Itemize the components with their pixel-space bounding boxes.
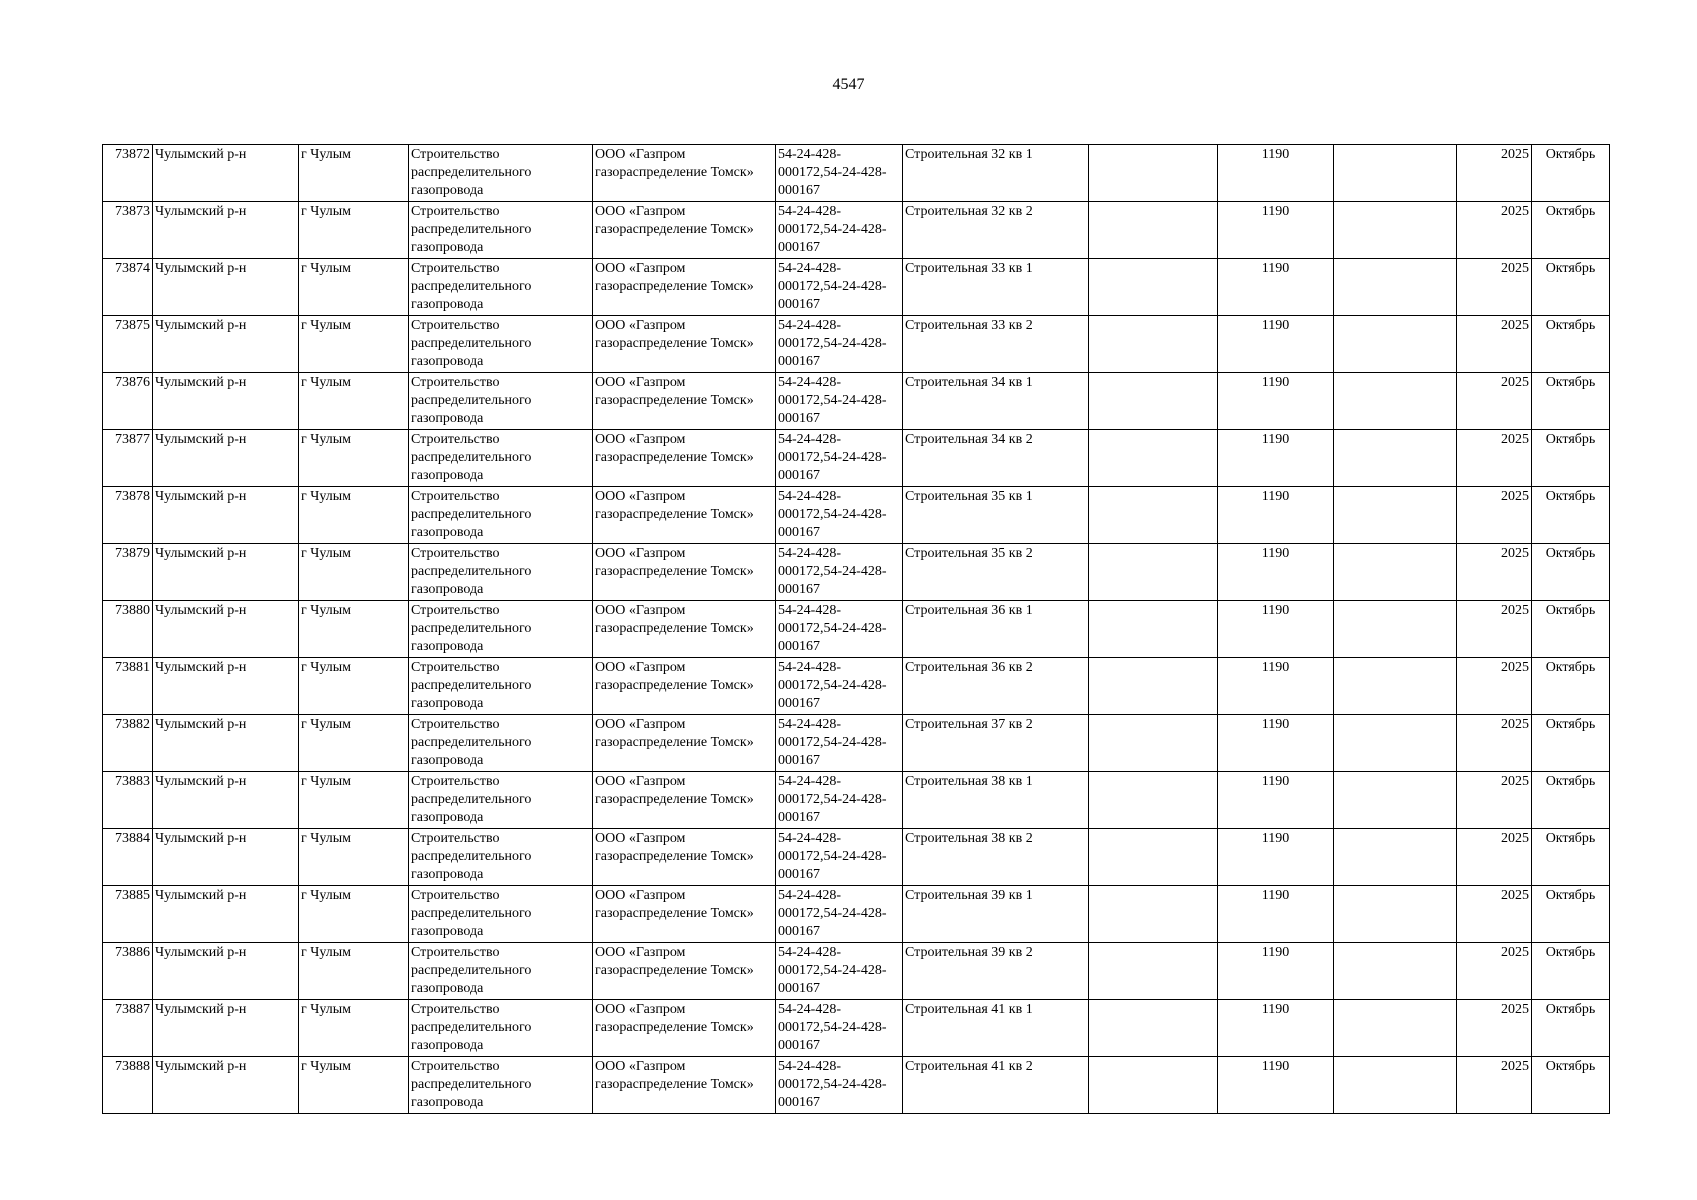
table-row bbox=[103, 316, 1610, 373]
empty-cell bbox=[1334, 373, 1457, 430]
cadastral-number-cell: 54-24-428-000172,54-24-428-000167 bbox=[776, 829, 903, 886]
locality-cell: г Чулым bbox=[299, 829, 409, 886]
district-cell: Чулымский р-н bbox=[153, 487, 299, 544]
work-type-cell: Строительство распределительного газопровода bbox=[409, 601, 593, 658]
registry-body bbox=[103, 145, 1610, 1114]
cadastral-number-cell: 54-24-428-000172,54-24-428-000167 bbox=[776, 373, 903, 430]
record-number-cell: 73883 bbox=[103, 772, 153, 829]
table-row bbox=[103, 1057, 1610, 1114]
page-number: 4547 bbox=[832, 76, 865, 93]
value-cell: 1190 bbox=[1218, 259, 1334, 316]
empty-cell bbox=[1089, 943, 1218, 1000]
address-cell: Строительная 33 кв 1 bbox=[903, 259, 1089, 316]
organization-cell: ООО «Газпром газораспределение Томск» bbox=[593, 1057, 776, 1114]
cadastral-number-cell: 54-24-428-000172,54-24-428-000167 bbox=[776, 430, 903, 487]
record-number-cell: 73888 bbox=[103, 1057, 153, 1114]
empty-cell bbox=[1334, 1000, 1457, 1057]
address-cell: Строительная 36 кв 1 bbox=[903, 601, 1089, 658]
record-number-cell: 73878 bbox=[103, 487, 153, 544]
district-cell: Чулымский р-н bbox=[153, 715, 299, 772]
month-cell: Октябрь bbox=[1532, 715, 1610, 772]
month-cell: Октябрь bbox=[1532, 259, 1610, 316]
month-cell: Октябрь bbox=[1532, 373, 1610, 430]
address-cell: Строительная 41 кв 1 bbox=[903, 1000, 1089, 1057]
empty-cell bbox=[1334, 829, 1457, 886]
table-row bbox=[103, 658, 1610, 715]
year-cell: 2025 bbox=[1457, 202, 1532, 259]
table-row bbox=[103, 145, 1610, 202]
district-cell: Чулымский р-н bbox=[153, 943, 299, 1000]
empty-cell bbox=[1334, 601, 1457, 658]
table-row bbox=[103, 772, 1610, 829]
address-cell: Строительная 33 кв 2 bbox=[903, 316, 1089, 373]
work-type-cell: Строительство распределительного газопровода bbox=[409, 316, 593, 373]
value-cell: 1190 bbox=[1218, 658, 1334, 715]
cadastral-number-cell: 54-24-428-000172,54-24-428-000167 bbox=[776, 601, 903, 658]
value-cell: 1190 bbox=[1218, 373, 1334, 430]
cadastral-number-cell: 54-24-428-000172,54-24-428-000167 bbox=[776, 145, 903, 202]
record-number-cell: 73873 bbox=[103, 202, 153, 259]
district-cell: Чулымский р-н bbox=[153, 658, 299, 715]
empty-cell bbox=[1334, 430, 1457, 487]
value-cell: 1190 bbox=[1218, 487, 1334, 544]
district-cell: Чулымский р-н bbox=[153, 259, 299, 316]
table-row bbox=[103, 544, 1610, 601]
district-cell: Чулымский р-н bbox=[153, 772, 299, 829]
district-cell: Чулымский р-н bbox=[153, 145, 299, 202]
address-cell: Строительная 32 кв 1 bbox=[903, 145, 1089, 202]
district-cell: Чулымский р-н bbox=[153, 430, 299, 487]
record-number-cell: 73886 bbox=[103, 943, 153, 1000]
locality-cell: г Чулым bbox=[299, 943, 409, 1000]
work-type-cell: Строительство распределительного газопровода bbox=[409, 658, 593, 715]
cadastral-number-cell: 54-24-428-000172,54-24-428-000167 bbox=[776, 202, 903, 259]
locality-cell: г Чулым bbox=[299, 715, 409, 772]
address-cell: Строительная 34 кв 2 bbox=[903, 430, 1089, 487]
month-cell: Октябрь bbox=[1532, 1000, 1610, 1057]
empty-cell bbox=[1089, 544, 1218, 601]
organization-cell: ООО «Газпром газораспределение Томск» bbox=[593, 316, 776, 373]
cadastral-number-cell: 54-24-428-000172,54-24-428-000167 bbox=[776, 658, 903, 715]
empty-cell bbox=[1334, 772, 1457, 829]
registry-table bbox=[102, 144, 1610, 1114]
locality-cell: г Чулым bbox=[299, 430, 409, 487]
year-cell: 2025 bbox=[1457, 715, 1532, 772]
cadastral-number-cell: 54-24-428-000172,54-24-428-000167 bbox=[776, 772, 903, 829]
year-cell: 2025 bbox=[1457, 886, 1532, 943]
organization-cell: ООО «Газпром газораспределение Томск» bbox=[593, 145, 776, 202]
value-cell: 1190 bbox=[1218, 943, 1334, 1000]
organization-cell: ООО «Газпром газораспределение Томск» bbox=[593, 658, 776, 715]
address-cell: Строительная 39 кв 1 bbox=[903, 886, 1089, 943]
district-cell: Чулымский р-н bbox=[153, 886, 299, 943]
empty-cell bbox=[1089, 601, 1218, 658]
work-type-cell: Строительство распределительного газопровода bbox=[409, 1000, 593, 1057]
value-cell: 1190 bbox=[1218, 145, 1334, 202]
year-cell: 2025 bbox=[1457, 601, 1532, 658]
empty-cell bbox=[1334, 202, 1457, 259]
value-cell: 1190 bbox=[1218, 1057, 1334, 1114]
value-cell: 1190 bbox=[1218, 544, 1334, 601]
organization-cell: ООО «Газпром газораспределение Томск» bbox=[593, 259, 776, 316]
record-number-cell: 73876 bbox=[103, 373, 153, 430]
cadastral-number-cell: 54-24-428-000172,54-24-428-000167 bbox=[776, 316, 903, 373]
year-cell: 2025 bbox=[1457, 772, 1532, 829]
month-cell: Октябрь bbox=[1532, 430, 1610, 487]
district-cell: Чулымский р-н bbox=[153, 1057, 299, 1114]
cadastral-number-cell: 54-24-428-000172,54-24-428-000167 bbox=[776, 715, 903, 772]
table-row bbox=[103, 202, 1610, 259]
work-type-cell: Строительство распределительного газопровода bbox=[409, 715, 593, 772]
table-row bbox=[103, 259, 1610, 316]
organization-cell: ООО «Газпром газораспределение Томск» bbox=[593, 715, 776, 772]
locality-cell: г Чулым bbox=[299, 202, 409, 259]
empty-cell bbox=[1089, 373, 1218, 430]
year-cell: 2025 bbox=[1457, 829, 1532, 886]
value-cell: 1190 bbox=[1218, 715, 1334, 772]
year-cell: 2025 bbox=[1457, 658, 1532, 715]
address-cell: Строительная 35 кв 2 bbox=[903, 544, 1089, 601]
month-cell: Октябрь bbox=[1532, 829, 1610, 886]
locality-cell: г Чулым bbox=[299, 259, 409, 316]
locality-cell: г Чулым bbox=[299, 1057, 409, 1114]
organization-cell: ООО «Газпром газораспределение Томск» bbox=[593, 544, 776, 601]
address-cell: Строительная 37 кв 2 bbox=[903, 715, 1089, 772]
organization-cell: ООО «Газпром газораспределение Томск» bbox=[593, 886, 776, 943]
month-cell: Октябрь bbox=[1532, 772, 1610, 829]
empty-cell bbox=[1089, 487, 1218, 544]
year-cell: 2025 bbox=[1457, 430, 1532, 487]
month-cell: Октябрь bbox=[1532, 487, 1610, 544]
work-type-cell: Строительство распределительного газопровода bbox=[409, 943, 593, 1000]
address-cell: Строительная 34 кв 1 bbox=[903, 373, 1089, 430]
empty-cell bbox=[1089, 886, 1218, 943]
cadastral-number-cell: 54-24-428-000172,54-24-428-000167 bbox=[776, 943, 903, 1000]
work-type-cell: Строительство распределительного газопровода bbox=[409, 544, 593, 601]
district-cell: Чулымский р-н bbox=[153, 316, 299, 373]
record-number-cell: 73879 bbox=[103, 544, 153, 601]
empty-cell bbox=[1089, 259, 1218, 316]
district-cell: Чулымский р-н bbox=[153, 601, 299, 658]
empty-cell bbox=[1089, 1057, 1218, 1114]
organization-cell: ООО «Газпром газораспределение Томск» bbox=[593, 601, 776, 658]
record-number-cell: 73881 bbox=[103, 658, 153, 715]
empty-cell bbox=[1089, 1000, 1218, 1057]
month-cell: Октябрь bbox=[1532, 601, 1610, 658]
empty-cell bbox=[1334, 544, 1457, 601]
work-type-cell: Строительство распределительного газопровода bbox=[409, 829, 593, 886]
work-type-cell: Строительство распределительного газопровода bbox=[409, 772, 593, 829]
table-row bbox=[103, 829, 1610, 886]
work-type-cell: Строительство распределительного газопровода bbox=[409, 487, 593, 544]
empty-cell bbox=[1089, 145, 1218, 202]
empty-cell bbox=[1089, 715, 1218, 772]
record-number-cell: 73887 bbox=[103, 1000, 153, 1057]
month-cell: Октябрь bbox=[1532, 886, 1610, 943]
locality-cell: г Чулым bbox=[299, 544, 409, 601]
district-cell: Чулымский р-н bbox=[153, 373, 299, 430]
locality-cell: г Чулым bbox=[299, 601, 409, 658]
year-cell: 2025 bbox=[1457, 943, 1532, 1000]
year-cell: 2025 bbox=[1457, 487, 1532, 544]
address-cell: Строительная 36 кв 2 bbox=[903, 658, 1089, 715]
value-cell: 1190 bbox=[1218, 829, 1334, 886]
year-cell: 2025 bbox=[1457, 544, 1532, 601]
month-cell: Октябрь bbox=[1532, 658, 1610, 715]
empty-cell bbox=[1089, 829, 1218, 886]
month-cell: Октябрь bbox=[1532, 202, 1610, 259]
table-row bbox=[103, 886, 1610, 943]
value-cell: 1190 bbox=[1218, 772, 1334, 829]
organization-cell: ООО «Газпром газораспределение Томск» bbox=[593, 1000, 776, 1057]
record-number-cell: 73882 bbox=[103, 715, 153, 772]
locality-cell: г Чулым bbox=[299, 886, 409, 943]
address-cell: Строительная 41 кв 2 bbox=[903, 1057, 1089, 1114]
table-row bbox=[103, 1000, 1610, 1057]
record-number-cell: 73880 bbox=[103, 601, 153, 658]
value-cell: 1190 bbox=[1218, 601, 1334, 658]
work-type-cell: Строительство распределительного газопровода bbox=[409, 145, 593, 202]
organization-cell: ООО «Газпром газораспределение Томск» bbox=[593, 487, 776, 544]
value-cell: 1190 bbox=[1218, 430, 1334, 487]
organization-cell: ООО «Газпром газораспределение Томск» bbox=[593, 202, 776, 259]
empty-cell bbox=[1089, 202, 1218, 259]
table-row bbox=[103, 430, 1610, 487]
address-cell: Строительная 38 кв 2 bbox=[903, 829, 1089, 886]
month-cell: Октябрь bbox=[1532, 943, 1610, 1000]
empty-cell bbox=[1334, 943, 1457, 1000]
district-cell: Чулымский р-н bbox=[153, 829, 299, 886]
organization-cell: ООО «Газпром газораспределение Томск» bbox=[593, 373, 776, 430]
empty-cell bbox=[1334, 715, 1457, 772]
empty-cell bbox=[1334, 145, 1457, 202]
table-row bbox=[103, 601, 1610, 658]
locality-cell: г Чулым bbox=[299, 316, 409, 373]
table-row bbox=[103, 943, 1610, 1000]
empty-cell bbox=[1334, 886, 1457, 943]
record-number-cell: 73885 bbox=[103, 886, 153, 943]
address-cell: Строительная 39 кв 2 bbox=[903, 943, 1089, 1000]
cadastral-number-cell: 54-24-428-000172,54-24-428-000167 bbox=[776, 1057, 903, 1114]
locality-cell: г Чулым bbox=[299, 145, 409, 202]
year-cell: 2025 bbox=[1457, 1000, 1532, 1057]
organization-cell: ООО «Газпром газораспределение Томск» bbox=[593, 829, 776, 886]
record-number-cell: 73875 bbox=[103, 316, 153, 373]
district-cell: Чулымский р-н bbox=[153, 202, 299, 259]
cadastral-number-cell: 54-24-428-000172,54-24-428-000167 bbox=[776, 544, 903, 601]
value-cell: 1190 bbox=[1218, 202, 1334, 259]
district-cell: Чулымский р-н bbox=[153, 544, 299, 601]
locality-cell: г Чулым bbox=[299, 373, 409, 430]
locality-cell: г Чулым bbox=[299, 658, 409, 715]
table-row bbox=[103, 373, 1610, 430]
organization-cell: ООО «Газпром газораспределение Томск» bbox=[593, 943, 776, 1000]
table-row bbox=[103, 715, 1610, 772]
work-type-cell: Строительство распределительного газопровода bbox=[409, 373, 593, 430]
cadastral-number-cell: 54-24-428-000172,54-24-428-000167 bbox=[776, 487, 903, 544]
month-cell: Октябрь bbox=[1532, 316, 1610, 373]
month-cell: Октябрь bbox=[1532, 1057, 1610, 1114]
month-cell: Октябрь bbox=[1532, 145, 1610, 202]
record-number-cell: 73874 bbox=[103, 259, 153, 316]
year-cell: 2025 bbox=[1457, 145, 1532, 202]
empty-cell bbox=[1089, 430, 1218, 487]
address-cell: Строительная 35 кв 1 bbox=[903, 487, 1089, 544]
cadastral-number-cell: 54-24-428-000172,54-24-428-000167 bbox=[776, 886, 903, 943]
empty-cell bbox=[1334, 259, 1457, 316]
year-cell: 2025 bbox=[1457, 373, 1532, 430]
year-cell: 2025 bbox=[1457, 316, 1532, 373]
year-cell: 2025 bbox=[1457, 1057, 1532, 1114]
organization-cell: ООО «Газпром газораспределение Томск» bbox=[593, 772, 776, 829]
locality-cell: г Чулым bbox=[299, 487, 409, 544]
address-cell: Строительная 38 кв 1 bbox=[903, 772, 1089, 829]
work-type-cell: Строительство распределительного газопровода bbox=[409, 430, 593, 487]
work-type-cell: Строительство распределительного газопровода bbox=[409, 1057, 593, 1114]
month-cell: Октябрь bbox=[1532, 544, 1610, 601]
locality-cell: г Чулым bbox=[299, 1000, 409, 1057]
work-type-cell: Строительство распределительного газопровода bbox=[409, 202, 593, 259]
record-number-cell: 73872 bbox=[103, 145, 153, 202]
empty-cell bbox=[1089, 658, 1218, 715]
work-type-cell: Строительство распределительного газопровода bbox=[409, 886, 593, 943]
empty-cell bbox=[1334, 658, 1457, 715]
empty-cell bbox=[1089, 772, 1218, 829]
cadastral-number-cell: 54-24-428-000172,54-24-428-000167 bbox=[776, 259, 903, 316]
locality-cell: г Чулым bbox=[299, 772, 409, 829]
empty-cell bbox=[1334, 1057, 1457, 1114]
empty-cell bbox=[1334, 487, 1457, 544]
empty-cell bbox=[1089, 316, 1218, 373]
table-row bbox=[103, 487, 1610, 544]
address-cell: Строительная 32 кв 2 bbox=[903, 202, 1089, 259]
value-cell: 1190 bbox=[1218, 1000, 1334, 1057]
value-cell: 1190 bbox=[1218, 316, 1334, 373]
work-type-cell: Строительство распределительного газопровода bbox=[409, 259, 593, 316]
record-number-cell: 73877 bbox=[103, 430, 153, 487]
record-number-cell: 73884 bbox=[103, 829, 153, 886]
year-cell: 2025 bbox=[1457, 259, 1532, 316]
value-cell: 1190 bbox=[1218, 886, 1334, 943]
district-cell: Чулымский р-н bbox=[153, 1000, 299, 1057]
empty-cell bbox=[1334, 316, 1457, 373]
cadastral-number-cell: 54-24-428-000172,54-24-428-000167 bbox=[776, 1000, 903, 1057]
organization-cell: ООО «Газпром газораспределение Томск» bbox=[593, 430, 776, 487]
